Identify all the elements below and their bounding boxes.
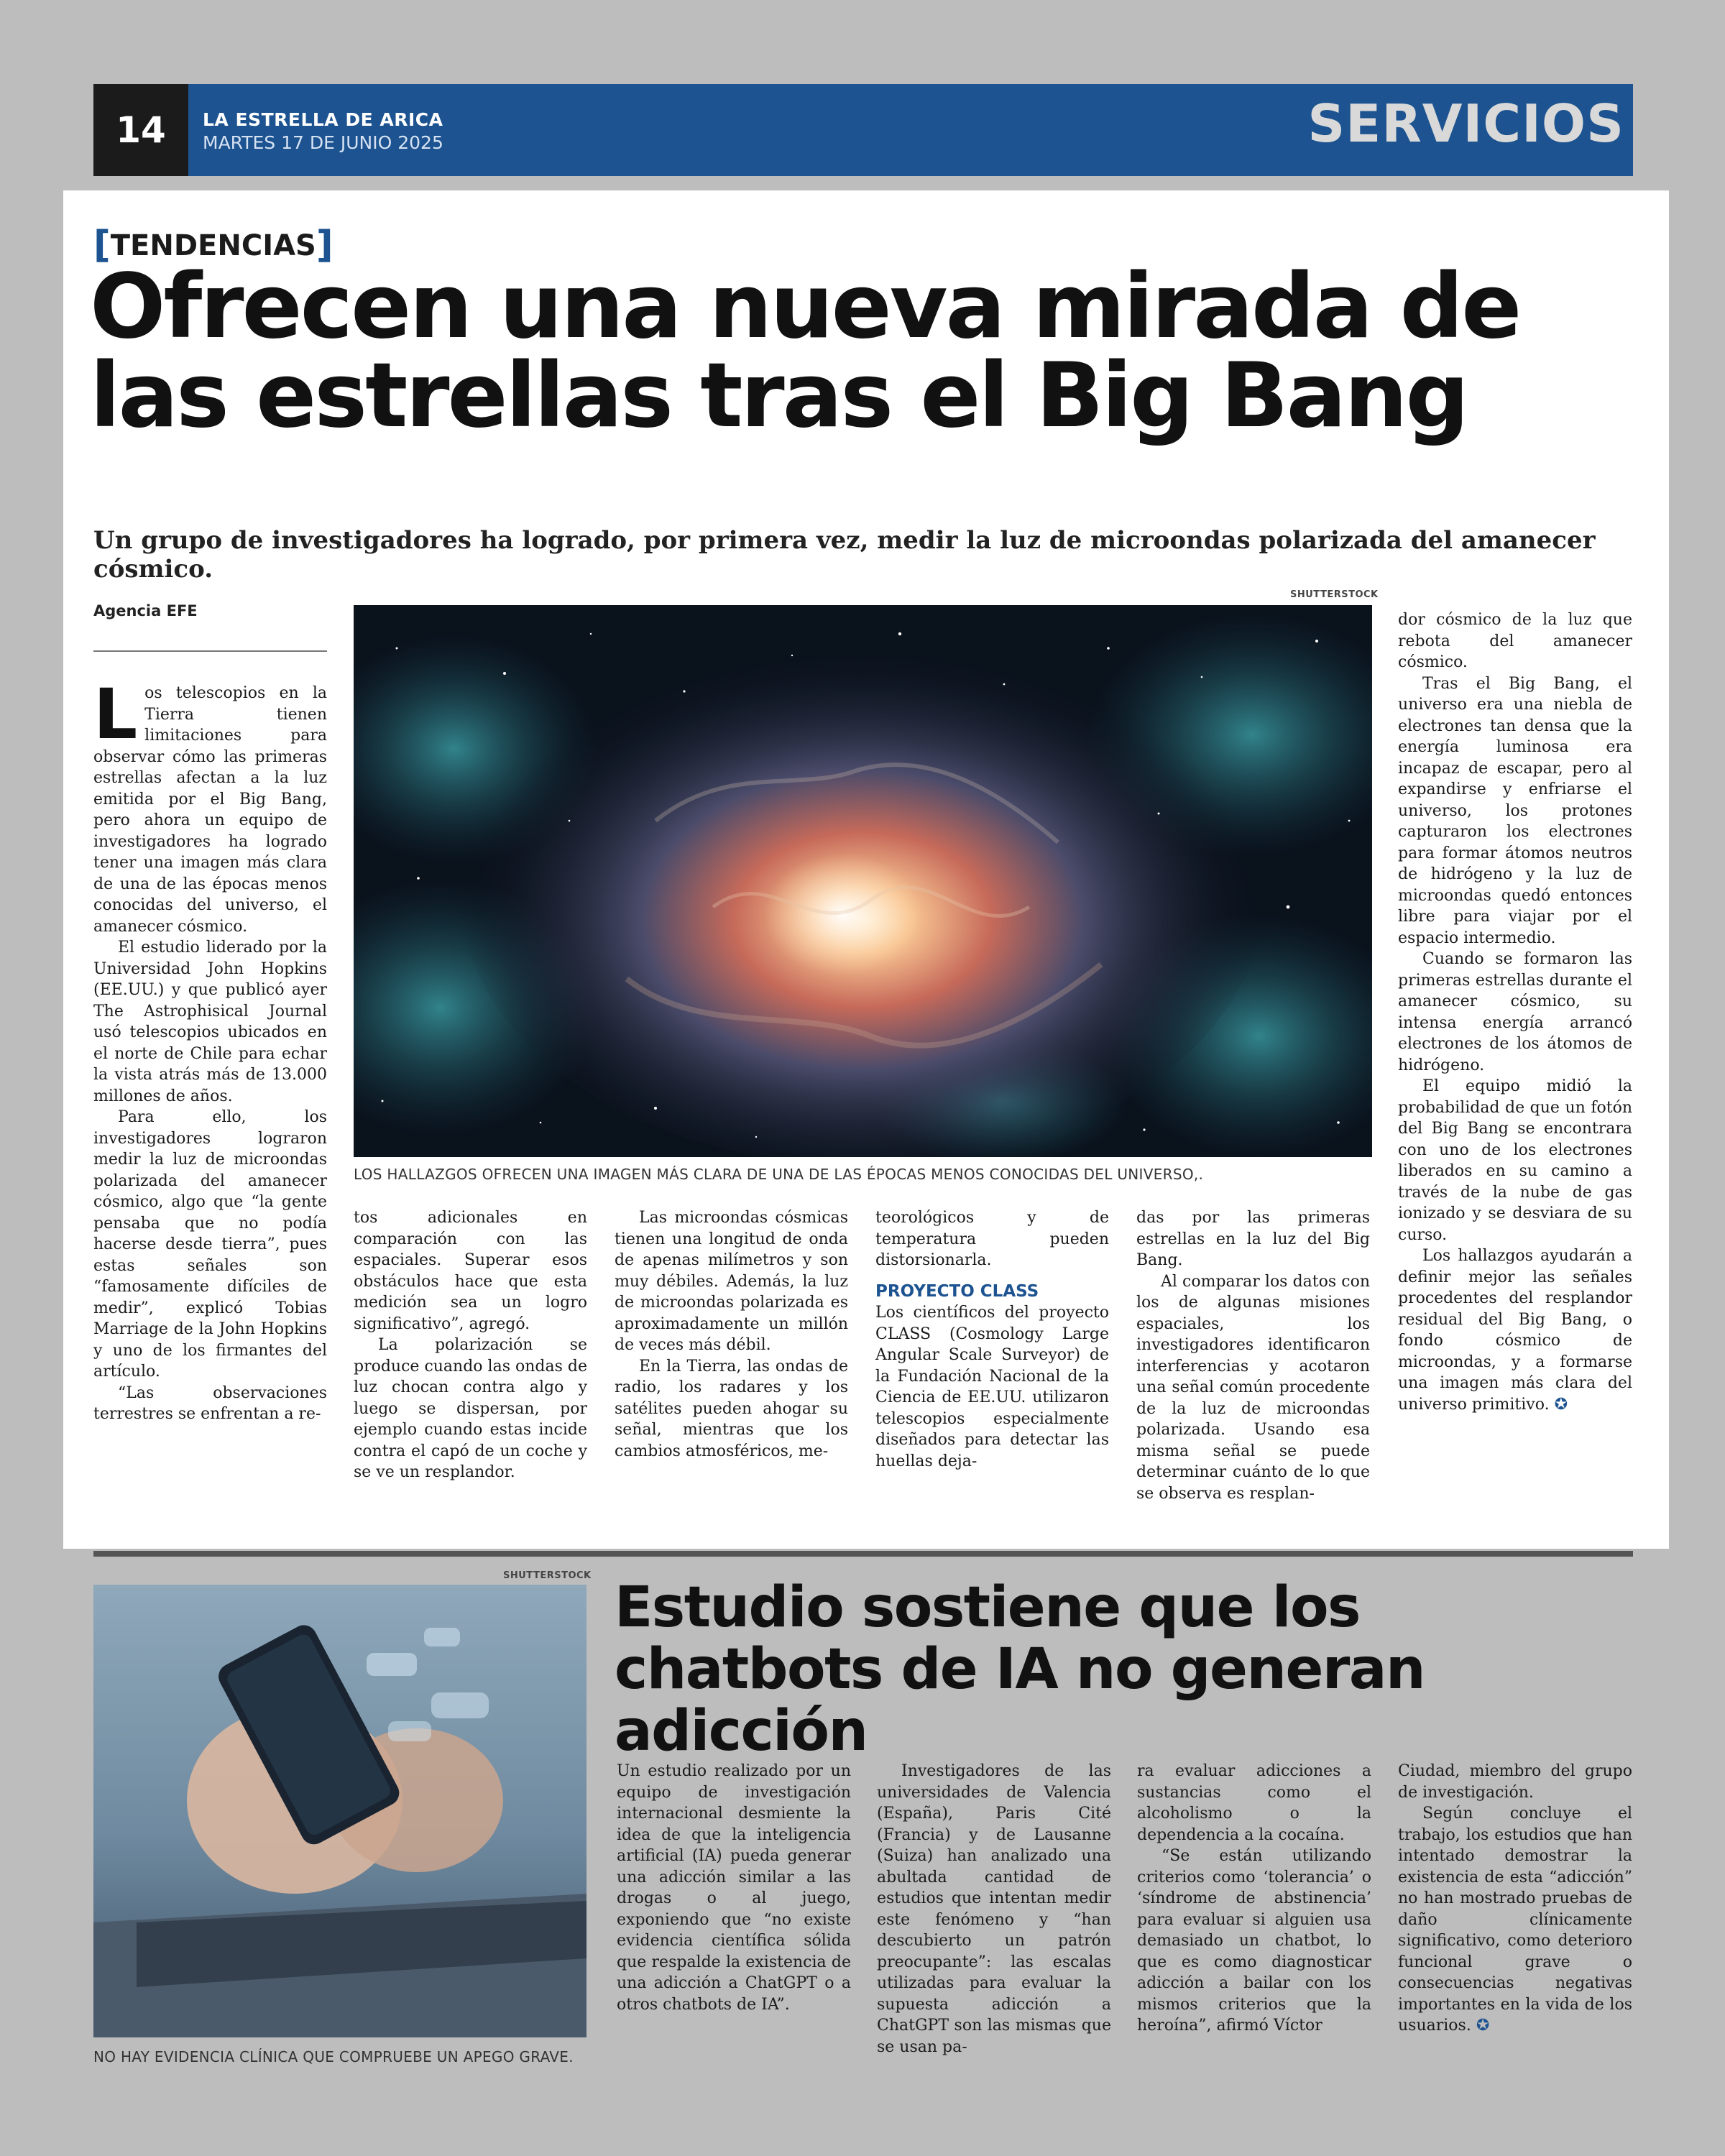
end-mark-icon: ✪: [1476, 2017, 1490, 2035]
paragraph: dor cósmico de la luz que rebota del amanecer cósmico.: [1398, 611, 1632, 671]
article-column-5: [1136, 1207, 1370, 1504]
article-column-6: [1398, 609, 1632, 1415]
paragraph: Para ello, los investigadores lograron medir la luz de microondas polarizada del amanecer cósmico, algo que “la gente pensaba que no podía hacerse desde tierra”, pues estas señales son “famosamente difíciles de medir”, explicó Tobias Marriage de la John Hopkins y uno de los firmantes del artículo.: [93, 1108, 327, 1381]
photo-credit: SHUTTERSTOCK: [1290, 589, 1379, 600]
paragraph: Cuando se formaron las primeras estrellas durante el amanecer cósmico, su intensa energía arrancó electrones de los átomos de hidrógeno.: [1398, 950, 1632, 1074]
kicker-bracket-close: ]: [316, 224, 334, 267]
article2-column-4: [1398, 1761, 1632, 2037]
photo-credit-2: SHUTTERSTOCK: [503, 1570, 592, 1581]
issue-date: MARTES 17 DE JUNIO 2025: [203, 132, 443, 153]
paragraph: das por las primeras estrellas en la luz del Big Bang.: [1136, 1209, 1370, 1269]
paragraph: Tras el Big Bang, el universo era una niebla de electrones tan densa que la energía luminosa era incapaz de escapar, pero al expandirse y enfriarse el universo, los protones capturaron los electrones para formar átomos neutros de hidrógeno y la luz de microondas quedó entonces libre para viajar por el espacio intermedio.: [1398, 674, 1632, 947]
byline-divider: [93, 650, 327, 652]
galaxy-photo: [354, 605, 1372, 1157]
paragraph: La polarización se produce cuando las ondas de luz chocan contra algo y luego se dispersan, por ejemplo cuando estas incide contra el capó de un coche y se ve un resplandor.: [354, 1336, 587, 1481]
paragraph: Los científicos del proyecto CLASS (Cosmology Large Angular Scale Surveyor) de la Fundación Nacional de la Ciencia de EE.UU. utilizaron telescopios especialmente diseñados para detectar las huellas deja-: [875, 1304, 1109, 1470]
lead-paragraph: [93, 674, 327, 937]
paragraph: “Las observaciones terrestres se enfrentan a re-: [93, 1383, 327, 1423]
drop-cap: L: [93, 674, 138, 755]
page-number: 14: [93, 84, 188, 176]
newspaper-name: LA ESTRELLA DE ARICA: [203, 109, 443, 130]
paragraph: ra evaluar adicciones a sustancias como el alcoholismo o la dependencia a la cocaína.: [1137, 1762, 1371, 1844]
closing-text: Según concluye el trabajo, los estudios que han intentado demostrar la existencia de esta “adicción” no han mostrado pruebas de daño clínicamente significativo, como deterioro funcional grave o consecuencias negativas importantes en la vida de los usuarios.: [1398, 1805, 1632, 2035]
paragraph: tos adicionales en comparación con las espaciales. Superar esos obstáculos hace que esta medición sea un logro significativo”, agregó.: [354, 1209, 587, 1333]
paragraph: El estudio liderado por la Universidad John Hopkins (EE.UU.) y que publicó ayer The Astrophisical Journal usó telescopios ubicados en el norte de Chile para echar la vista atrás más de 13.000 millones de años.: [93, 939, 327, 1105]
photo-caption-2: NO HAY EVIDENCIA CLÍNICA QUE COMPRUEBE UN APEGO GRAVE.: [93, 2048, 574, 2065]
section-divider: [93, 1551, 1633, 1557]
article-headline: Ofrecen una nueva mirada de las estrellas tras el Big Bang: [90, 255, 1520, 448]
paragraph: Las microondas cósmicas tienen una longitud de onda de apenas milímetros y son muy débiles. Además, la luz de microondas polarizada es aproximadamente un millón de veces más débil.: [615, 1209, 848, 1354]
phone-chat-illustration: [93, 1585, 586, 2037]
phone-photo: [93, 1585, 586, 2037]
article-column-3: [615, 1207, 848, 1462]
article-column-1: [93, 674, 327, 1425]
galaxy-illustration: [354, 605, 1372, 1157]
subhead-proyecto-class: PROYECTO CLASS: [875, 1281, 1039, 1301]
article2-column-3: [1137, 1761, 1371, 2037]
section-title: SERVICIOS: [1307, 93, 1624, 154]
paragraph: Al comparar los datos con los de algunas misiones espaciales, los investigadores identificaron interferencias y acotaron una señal común procedente de la luz de microondas polarizada. Usando esa misma señal se puede determinar cuánto de lo que se observa es resplan-: [1136, 1272, 1370, 1503]
paragraph: Un estudio realizado por un equipo de investigación internacional desmiente la idea de que la inteligencia artificial (IA) pueda generar una adicción similar a las drogas o al juego, exponiendo que “no existe evidencia científica sólida que respalde la existencia de una adicción a ChatGPT o a otros chatbots de IA”.: [617, 1762, 851, 2014]
article-column-2: [354, 1207, 587, 1483]
closing-text: Los hallazgos ayudarán a definir mejor las señales procedentes del resplandor residual del Big Bang, o fondo cósmico de microondas, y a formarse una imagen más clara del universo primitivo.: [1398, 1247, 1632, 1414]
article2-column-2: [877, 1761, 1111, 2058]
article2-headline: Estudio sostiene que los chatbots de IA no generan adicción: [615, 1575, 1425, 1764]
article2-column-1: [617, 1761, 851, 2015]
kicker-bracket-open: [: [93, 224, 111, 267]
kicker-label: TENDENCIAS: [110, 229, 316, 262]
paragraph: “Se están utilizando criterios como ‘tolerancia’ o ‘síndrome de abstinencia’ para evaluar si alguien usa demasiado un chatbot, lo que es como diagnosticar adicción a bailar con los mismos criterios que la heroína”, afirmó Víctor: [1137, 1847, 1371, 2035]
article-column-4: [875, 1207, 1109, 1472]
paragraph: Ciudad, miembro del grupo de investigación.: [1398, 1762, 1632, 1802]
paragraph: El equipo midió la probabilidad de que un fotón del Big Bang se encontrara con uno de los electrones liberados en su camino a través de la nube de gas ionizado y se desviara de su curso.: [1398, 1077, 1632, 1244]
paragraph: [1398, 1803, 1632, 2037]
paragraph: teorológicos y de temperatura pueden distorsionarla.: [875, 1209, 1109, 1269]
article-byline: Agencia EFE: [93, 602, 198, 619]
lead-text: os telescopios en la Tierra tienen limitaciones para observar cómo las primeras estrellas afectan a la luz emitida por el Big Bang, pero ahora un equipo de investigadores ha logrado tener una imagen más clara de una de las épocas menos conocidas del universo, el amanecer cósmico.: [93, 684, 327, 936]
end-mark-icon: ✪: [1554, 1395, 1568, 1414]
paragraph: En la Tierra, las ondas de radio, los radares y los satélites pueden ahogar su señal, mientras que los cambios atmosféricos, me-: [615, 1357, 848, 1460]
photo-caption: LOS HALLAZGOS OFRECEN UNA IMAGEN MÁS CLARA DE UNA DE LAS ÉPOCAS MENOS CONOCIDAS DEL UNIVERSO,.: [354, 1166, 1204, 1183]
article-deck: Un grupo de investigadores ha logrado, por primera vez, medir la luz de microondas polarizada del amanecer cósmico.: [93, 526, 1596, 584]
paragraph: Investigadores de las universidades de Valencia (España), Paris Cité (Francia) y de Lausanne (Suiza) han analizado una abultada cantidad de estudios que intentan medir este fenómeno y “han descubierto un patrón preocupante”: las escalas utilizadas para evaluar la supuesta adicción a ChatGPT son las mismas que se usan pa-: [877, 1762, 1111, 2056]
paragraph: [1398, 1245, 1632, 1415]
